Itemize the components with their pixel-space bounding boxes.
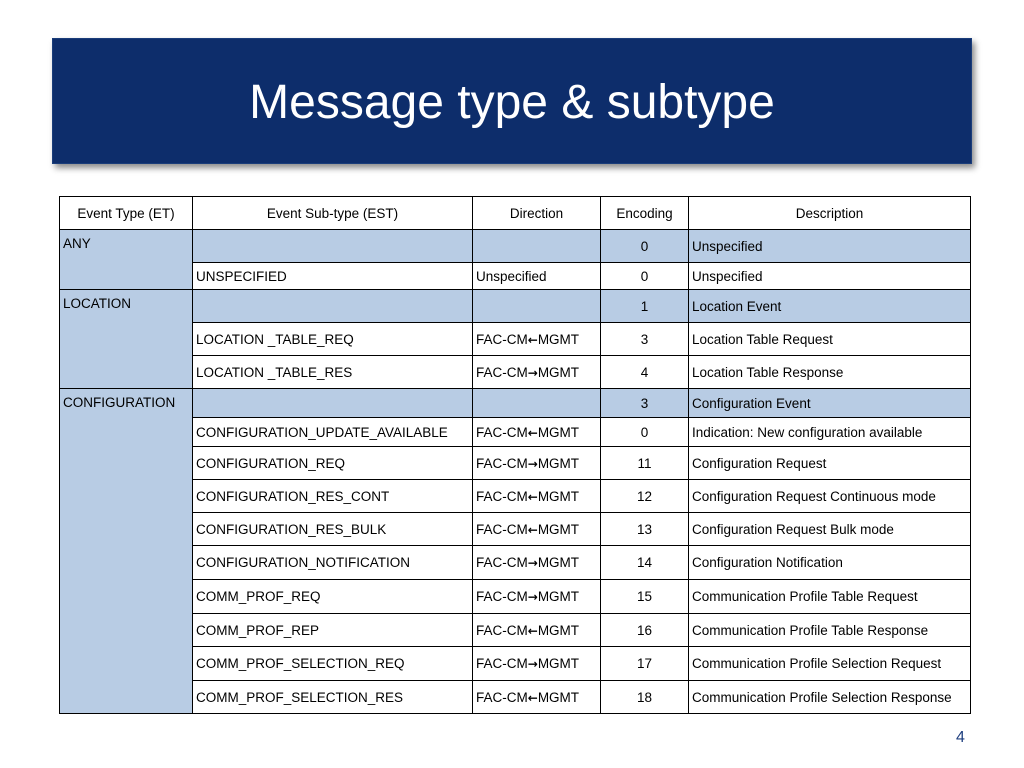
description-cell: Configuration Event — [689, 389, 971, 418]
subtype-cell: COMM_PROF_REP — [193, 614, 473, 647]
subtype-cell: CONFIGURATION_NOTIFICATION — [193, 546, 473, 580]
subtype-cell: COMM_PROF_SELECTION_RES — [193, 681, 473, 714]
direction-cell: FAC-CM→MGMT — [473, 447, 601, 480]
arrow-left-icon: ← — [527, 332, 538, 347]
subtype-cell: LOCATION _TABLE_REQ — [193, 323, 473, 356]
direction-cell: FAC-CM→MGMT — [473, 647, 601, 681]
subtype-cell: COMM_PROF_REQ — [193, 580, 473, 614]
header-event-subtype: Event Sub-type (EST) — [193, 197, 473, 230]
event-type-cell: CONFIGURATION — [60, 389, 193, 714]
encoding-cell: 14 — [601, 546, 689, 580]
subtype-cell — [193, 230, 473, 263]
direction-cell: FAC-CM←MGMT — [473, 513, 601, 546]
table-row — [60, 323, 971, 356]
description-cell: Indication: New configuration available — [689, 418, 971, 447]
encoding-cell: 1 — [601, 290, 689, 323]
description-cell: Configuration Request Continuous mode — [689, 480, 971, 513]
description-cell: Location Table Request — [689, 323, 971, 356]
header-direction: Direction — [473, 197, 601, 230]
encoding-cell: 0 — [601, 263, 689, 290]
table-row — [60, 513, 971, 546]
description-cell: Location Table Response — [689, 356, 971, 389]
table-row — [60, 681, 971, 714]
arrow-left-icon: ← — [527, 425, 538, 440]
description-cell: Communication Profile Selection Response — [689, 681, 971, 714]
description-cell: Configuration Request Bulk mode — [689, 513, 971, 546]
event-type-table — [59, 196, 971, 714]
arrow-left-icon: ← — [527, 690, 538, 705]
table-row — [60, 290, 971, 323]
arrow-right-icon: → — [527, 456, 538, 471]
description-cell: Configuration Notification — [689, 546, 971, 580]
table-row — [60, 480, 971, 513]
subtype-cell: CONFIGURATION_REQ — [193, 447, 473, 480]
event-type-cell: LOCATION — [60, 290, 193, 389]
arrow-right-icon: → — [527, 590, 538, 604]
direction-cell: FAC-CM←MGMT — [473, 614, 601, 647]
direction-cell: FAC-CM→MGMT — [473, 546, 601, 580]
arrow-left-icon: ← — [527, 489, 538, 504]
arrow-right-icon: → — [527, 657, 538, 671]
direction-cell: FAC-CM←MGMT — [473, 418, 601, 447]
subtype-cell — [193, 290, 473, 323]
direction-cell: FAC-CM←MGMT — [473, 480, 601, 513]
title-banner — [52, 38, 972, 164]
direction-cell: FAC-CM←MGMT — [473, 323, 601, 356]
direction-cell — [473, 290, 601, 323]
table-row — [60, 263, 971, 290]
table-header-row — [60, 197, 971, 230]
table-row — [60, 356, 971, 389]
table-row — [60, 546, 971, 580]
subtype-cell: LOCATION _TABLE_RES — [193, 356, 473, 389]
description-cell: Unspecified — [689, 230, 971, 263]
direction-cell: FAC-CM←MGMT — [473, 681, 601, 714]
encoding-cell: 4 — [601, 356, 689, 389]
encoding-cell: 18 — [601, 681, 689, 714]
encoding-cell: 11 — [601, 447, 689, 480]
description-cell: Communication Profile Selection Request — [689, 647, 971, 681]
description-cell: Communication Profile Table Request — [689, 580, 971, 614]
encoding-cell: 0 — [601, 230, 689, 263]
event-type-cell: ANY — [60, 230, 193, 290]
description-cell: Communication Profile Table Response — [689, 614, 971, 647]
header-encoding: Encoding — [601, 197, 689, 230]
arrow-right-icon: → — [527, 365, 538, 380]
table-row — [60, 447, 971, 480]
encoding-cell: 13 — [601, 513, 689, 546]
page-number: 4 — [956, 729, 965, 746]
subtype-cell — [193, 389, 473, 418]
header-event-type: Event Type (ET) — [60, 197, 193, 230]
direction-cell: FAC-CM→MGMT — [473, 356, 601, 389]
description-cell: Location Event — [689, 290, 971, 323]
arrow-right-icon: → — [527, 556, 538, 570]
encoding-cell: 3 — [601, 323, 689, 356]
table-row — [60, 418, 971, 447]
subtype-cell: UNSPECIFIED — [193, 263, 473, 290]
direction-cell — [473, 389, 601, 418]
description-cell: Configuration Request — [689, 447, 971, 480]
encoding-cell: 16 — [601, 614, 689, 647]
encoding-cell: 0 — [601, 418, 689, 447]
direction-cell: FAC-CM→MGMT — [473, 580, 601, 614]
subtype-cell: CONFIGURATION_UPDATE_AVAILABLE — [193, 418, 473, 447]
encoding-cell: 3 — [601, 389, 689, 418]
header-description: Description — [689, 197, 971, 230]
subtype-cell: COMM_PROF_SELECTION_REQ — [193, 647, 473, 681]
subtype-cell: CONFIGURATION_RES_CONT — [193, 480, 473, 513]
table-row — [60, 647, 971, 681]
encoding-cell: 12 — [601, 480, 689, 513]
encoding-cell: 17 — [601, 647, 689, 681]
description-cell: Unspecified — [689, 263, 971, 290]
direction-cell: Unspecified — [473, 263, 601, 290]
table-row — [60, 230, 971, 263]
encoding-cell: 15 — [601, 580, 689, 614]
table-row — [60, 614, 971, 647]
direction-cell — [473, 230, 601, 263]
table-row — [60, 580, 971, 614]
table-row — [60, 389, 971, 418]
arrow-left-icon: ← — [527, 522, 538, 537]
subtype-cell: CONFIGURATION_RES_BULK — [193, 513, 473, 546]
slide-title: Message type & subtype — [249, 76, 775, 129]
arrow-left-icon: ← — [527, 623, 538, 638]
